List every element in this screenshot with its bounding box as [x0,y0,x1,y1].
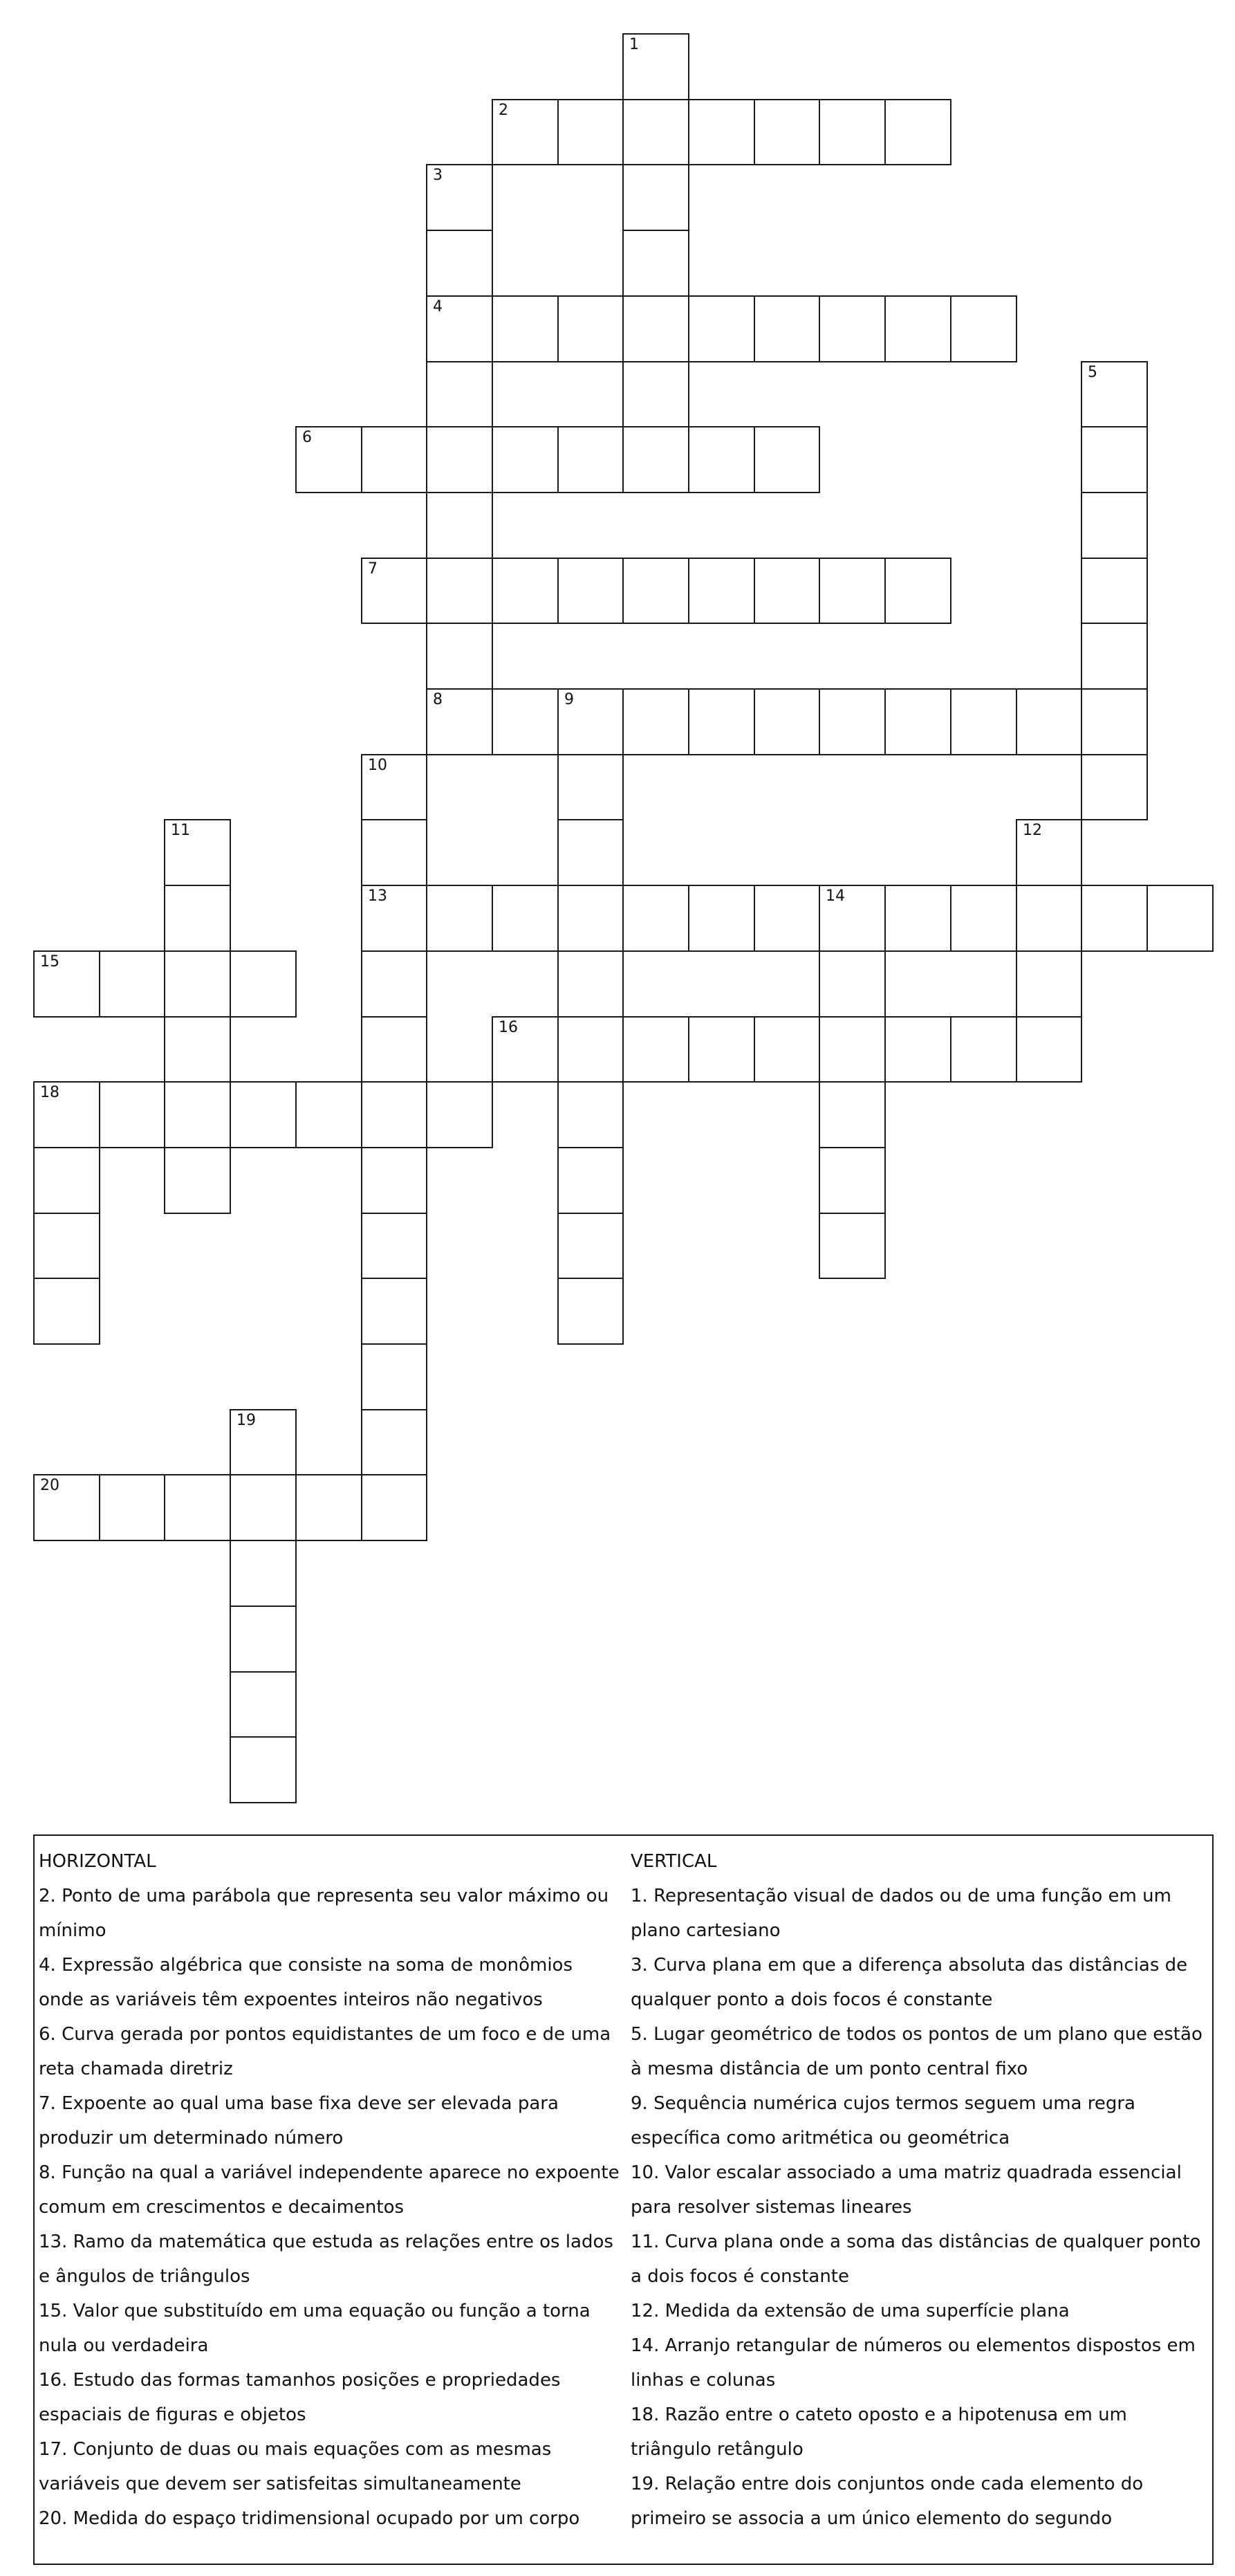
grid-cell-r18-c0[interactable] [33,1213,100,1279]
clue-number: 3 [433,167,443,184]
grid-cell-r15-c7[interactable] [492,1016,559,1083]
grid-cell-r8-c11[interactable] [754,558,820,624]
clue-number: 19 [236,1412,256,1429]
grid-cell-r14-c2[interactable] [164,950,231,1018]
grid-cell-r12-c2[interactable] [164,819,231,886]
grid-cell-r10-c9[interactable] [622,688,689,755]
grid-cell-r15-c8[interactable] [557,1016,624,1083]
grid-cell-r11-c16[interactable] [1081,754,1148,820]
grid-cell-r6-c5[interactable] [361,426,427,493]
grid-cell-r13-c5[interactable] [361,885,427,952]
grid-cell-r22-c1[interactable] [99,1474,165,1541]
grid-cell-r13-c7[interactable] [492,885,559,952]
grid-cell-r22-c2[interactable] [164,1474,231,1541]
grid-cell-r23-c3[interactable] [230,1540,297,1607]
grid-cell-r25-c3[interactable] [230,1671,297,1738]
clue-number: 20 [40,1477,59,1494]
grid-cell-r1-c7[interactable] [492,99,559,165]
grid-cell-r12-c8[interactable] [557,819,624,886]
grid-cell-r15-c9[interactable] [622,1016,689,1083]
clue-number: 14 [826,887,845,905]
grid-cell-r6-c6[interactable] [426,426,493,493]
grid-cell-r13-c11[interactable] [754,885,820,952]
grid-cell-r15-c5[interactable] [361,1016,427,1083]
clue-horizontal-16: 16. Estudo das formas tamanhos posições e propriedades espaciais de figuras e objetos [39,2370,561,2425]
grid-cell-r9-c6[interactable] [426,623,493,690]
clue-number: 11 [171,822,190,839]
grid-cell-r17-c12[interactable] [819,1147,886,1214]
clue-vertical-1: 1. Representação visual de dados ou de uma função em um plano cartesiano [631,1886,1171,1941]
grid-cell-r4-c10[interactable] [688,295,755,362]
grid-cell-r17-c2[interactable] [164,1147,231,1214]
clue-number: 5 [1088,364,1097,381]
clue-vertical-11: 11. Curva plana onde a soma das distâncias de qualquer ponto a dois focos é constante [631,2232,1201,2287]
grid-cell-r15-c10[interactable] [688,1016,755,1083]
grid-cell-r13-c15[interactable] [1016,885,1082,952]
grid-cell-r16-c2[interactable] [164,1081,231,1148]
clue-number: 1 [629,36,639,53]
grid-cell-r1-c11[interactable] [754,99,820,165]
grid-cell-r6-c9[interactable] [622,426,689,493]
grid-cell-r10-c6[interactable] [426,688,493,755]
clue-vertical-5: 5. Lugar geométrico de todos os pontos de um plano que estão à mesma distância de um ponto central fixo [631,2024,1202,2079]
clue-number: 18 [40,1084,59,1101]
grid-cell-r0-c9[interactable] [622,33,689,100]
grid-cell-r17-c8[interactable] [557,1147,624,1214]
clue-horizontal-2: 2. Ponto de uma parábola que representa seu valor máximo ou mínimo [39,1886,609,1941]
grid-cell-r10-c10[interactable] [688,688,755,755]
clue-number: 16 [499,1019,518,1036]
grid-cell-r8-c10[interactable] [688,558,755,624]
clue-vertical-9: 9. Sequência numérica cujos termos seguem uma regra específica como aritmética ou geométrica [631,2093,1135,2149]
clue-number: 4 [433,298,443,315]
clue-vertical-18: 18. Razão entre o cateto oposto e a hipotenusa em um triângulo retângulo [631,2404,1127,2460]
grid-cell-r9-c16[interactable] [1081,623,1148,690]
grid-cell-r13-c2[interactable] [164,885,231,952]
clue-horizontal-20: 20. Medida do espaço tridimensional ocupado por um corpo [39,2508,580,2529]
grid-cell-r15-c13[interactable] [884,1016,951,1083]
grid-cell-r22-c4[interactable] [295,1474,362,1541]
grid-cell-r4-c13[interactable] [884,295,951,362]
grid-cell-r15-c2[interactable] [164,1016,231,1083]
grid-cell-r2-c9[interactable] [622,164,689,231]
grid-cell-r3-c9[interactable] [622,230,689,297]
grid-cell-r10-c16[interactable] [1081,688,1148,755]
grid-cell-r13-c14[interactable] [950,885,1017,952]
grid-cell-r6-c10[interactable] [688,426,755,493]
grid-cell-r8-c9[interactable] [622,558,689,624]
grid-cell-r8-c8[interactable] [557,558,624,624]
clue-horizontal-13: 13. Ramo da matemática que estuda as relações entre os lados e ângulos de triângulos [39,2232,613,2287]
grid-cell-r14-c0[interactable] [33,950,100,1018]
grid-cell-r16-c5[interactable] [361,1081,427,1148]
grid-cell-r6-c4[interactable] [295,426,362,493]
grid-cell-r8-c7[interactable] [492,558,559,624]
clue-box [33,1834,1214,2565]
grid-cell-r19-c8[interactable] [557,1278,624,1345]
grid-cell-r1-c10[interactable] [688,99,755,165]
grid-cell-r19-c0[interactable] [33,1278,100,1345]
grid-cell-r15-c11[interactable] [754,1016,820,1083]
grid-cell-r22-c0[interactable] [33,1474,100,1541]
clue-number: 12 [1023,822,1042,839]
grid-cell-r13-c13[interactable] [884,885,951,952]
clue-horizontal-6: 6. Curva gerada por pontos equidistantes de um foco e de uma reta chamada diretriz [39,2024,611,2079]
grid-cell-r8-c13[interactable] [884,558,951,624]
grid-cell-r6-c11[interactable] [754,426,820,493]
grid-cell-r4-c7[interactable] [492,295,559,362]
clue-vertical-14: 14. Arranjo retangular de números ou elementos dispostos em linhas e colunas [631,2335,1196,2391]
clue-number: 2 [499,102,508,119]
horizontal-title: HORIZONTAL [39,1851,156,1872]
clue-number: 7 [368,560,378,578]
grid-cell-r4-c14[interactable] [950,295,1017,362]
grid-cell-r17-c5[interactable] [361,1147,427,1214]
horizontal-clues [39,1844,620,2536]
grid-cell-r16-c12[interactable] [819,1081,886,1148]
grid-cell-r6-c16[interactable] [1081,426,1148,493]
grid-cell-r18-c5[interactable] [361,1213,427,1279]
grid-cell-r15-c15[interactable] [1016,1016,1082,1083]
grid-cell-r18-c8[interactable] [557,1213,624,1279]
grid-cell-r24-c3[interactable] [230,1606,297,1673]
grid-cell-r12-c15[interactable] [1016,819,1082,886]
clue-number: 6 [302,429,312,446]
grid-cell-r6-c8[interactable] [557,426,624,493]
clue-horizontal-7: 7. Expoente ao qual uma base fixa deve ser elevada para produzir um determinado número [39,2093,559,2149]
grid-cell-r16-c0[interactable] [33,1081,100,1148]
grid-cell-r1-c8[interactable] [557,99,624,165]
grid-cell-r8-c6[interactable] [426,558,493,624]
grid-cell-r13-c10[interactable] [688,885,755,952]
grid-cell-r8-c16[interactable] [1081,558,1148,624]
grid-cell-r16-c6[interactable] [426,1081,493,1148]
grid-cell-r12-c5[interactable] [361,819,427,886]
clue-vertical-10: 10. Valor escalar associado a uma matriz quadrada essencial para resolver sistemas lineares [631,2162,1182,2218]
clue-number: 9 [564,691,574,708]
grid-cell-r13-c8[interactable] [557,885,624,952]
clue-number: 8 [433,691,443,708]
clue-number: 15 [40,953,59,970]
grid-cell-r22-c3[interactable] [230,1474,297,1541]
grid-cell-r10-c13[interactable] [884,688,951,755]
grid-cell-r13-c12[interactable] [819,885,886,952]
clue-horizontal-15: 15. Valor que substituído em uma equação ou função a torna nula ou verdadeira [39,2301,591,2356]
grid-cell-r10-c15[interactable] [1016,688,1082,755]
grid-cell-r20-c5[interactable] [361,1343,427,1410]
grid-cell-r11-c5[interactable] [361,754,427,820]
grid-cell-r7-c16[interactable] [1081,492,1148,559]
clue-horizontal-4: 4. Expressão algébrica que consiste na soma de monômios onde as variáveis têm expoentes inteiros não negativos [39,1955,573,2010]
grid-cell-r8-c12[interactable] [819,558,886,624]
clue-number: 13 [368,887,387,905]
grid-cell-r4-c11[interactable] [754,295,820,362]
clue-vertical-12: 12. Medida da extensão de uma superfície plana [631,2301,1070,2321]
grid-cell-r2-c6[interactable] [426,164,493,231]
grid-cell-r14-c5[interactable] [361,950,427,1018]
grid-cell-r26-c3[interactable] [230,1736,297,1803]
grid-cell-r16-c1[interactable] [99,1081,165,1148]
grid-cell-r10-c7[interactable] [492,688,559,755]
vertical-title: VERTICAL [631,1851,717,1872]
grid-cell-r21-c3[interactable] [230,1409,297,1475]
grid-cell-r15-c12[interactable] [819,1016,886,1083]
grid-cell-r22-c5[interactable] [361,1474,427,1541]
grid-cell-r4-c12[interactable] [819,295,886,362]
clue-number: 10 [368,757,387,774]
grid-cell-r19-c5[interactable] [361,1278,427,1345]
grid-cell-r7-c6[interactable] [426,492,493,559]
grid-cell-r10-c8[interactable] [557,688,624,755]
clue-horizontal-8: 8. Função na qual a variável independente aparece no expoente comum em crescimentos e decaimentos [39,2162,620,2218]
grid-cell-r16-c8[interactable] [557,1081,624,1148]
grid-cell-r8-c5[interactable] [361,558,427,624]
grid-cell-r4-c6[interactable] [426,295,493,362]
clue-horizontal-17: 17. Conjunto de duas ou mais equações com as mesmas variáveis que devem ser satisfeitas simultaneamente [39,2439,552,2494]
grid-cell-r6-c7[interactable] [492,426,559,493]
grid-cell-r11-c8[interactable] [557,754,624,820]
grid-cell-r4-c9[interactable] [622,295,689,362]
grid-cell-r14-c15[interactable] [1016,950,1082,1018]
grid-cell-r5-c6[interactable] [426,361,493,427]
grid-cell-r1-c13[interactable] [884,99,951,165]
grid-cell-r16-c4[interactable] [295,1081,362,1148]
grid-cell-r13-c16[interactable] [1081,885,1148,952]
grid-cell-r10-c12[interactable] [819,688,886,755]
grid-cell-r16-c3[interactable] [230,1081,297,1148]
grid-cell-r14-c1[interactable] [99,950,165,1018]
grid-cell-r3-c6[interactable] [426,230,493,297]
grid-cell-r10-c11[interactable] [754,688,820,755]
grid-cell-r13-c6[interactable] [426,885,493,952]
vertical-clues [631,1844,1209,2536]
grid-cell-r4-c8[interactable] [557,295,624,362]
grid-cell-r17-c0[interactable] [33,1147,100,1214]
grid-cell-r1-c12[interactable] [819,99,886,165]
grid-cell-r1-c9[interactable] [622,99,689,165]
grid-cell-r21-c5[interactable] [361,1409,427,1475]
grid-cell-r14-c3[interactable] [230,950,297,1018]
grid-cell-r10-c14[interactable] [950,688,1017,755]
grid-cell-r14-c8[interactable] [557,950,624,1018]
grid-cell-r13-c9[interactable] [622,885,689,952]
clue-vertical-3: 3. Curva plana em que a diferença absoluta das distâncias de qualquer ponto a dois focos é constante [631,1955,1188,2010]
clue-vertical-19: 19. Relação entre dois conjuntos onde cada elemento do primeiro se associa a um único elemento do segundo [631,2474,1144,2529]
grid-cell-r13-c17[interactable] [1146,885,1214,952]
grid-cell-r5-c9[interactable] [622,361,689,427]
grid-cell-r15-c14[interactable] [950,1016,1017,1083]
grid-cell-r18-c12[interactable] [819,1213,886,1279]
grid-cell-r5-c16[interactable] [1081,361,1148,427]
grid-cell-r14-c12[interactable] [819,950,886,1018]
